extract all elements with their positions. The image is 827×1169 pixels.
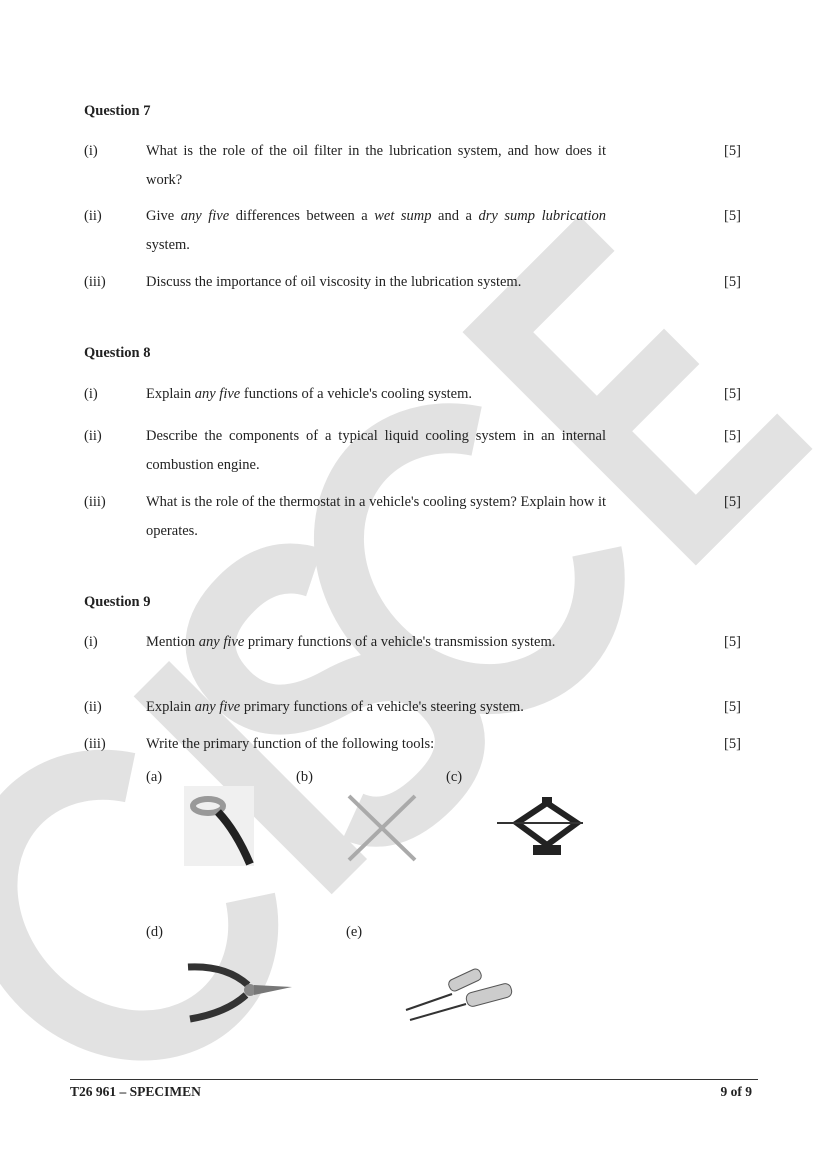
- part-number: (iii): [84, 736, 106, 752]
- part-number: (ii): [84, 699, 102, 715]
- scissor-jack-image: [497, 793, 599, 868]
- tool-label-c: (c): [446, 769, 463, 785]
- text-segment: Explain: [146, 386, 195, 402]
- emphasis-text: wet sump: [374, 208, 432, 224]
- text-segment: What is the role of the thermostat in a vehicle's cooling system? Explain how it operates.: [146, 494, 606, 539]
- marks: [5]: [724, 699, 741, 715]
- part-text: [146, 380, 606, 409]
- tool-label-e: (e): [346, 924, 363, 940]
- part-text: [146, 202, 606, 260]
- part-number: (i): [84, 143, 98, 159]
- part-number: (iii): [84, 494, 106, 510]
- footer-page-number: 9 of 9: [720, 1084, 752, 1099]
- text-segment: Explain: [146, 699, 195, 715]
- question-heading: Question 9: [84, 594, 151, 610]
- part-number: (iii): [84, 274, 106, 290]
- part-number: (i): [84, 386, 98, 402]
- part-number: (i): [84, 634, 98, 650]
- emphasis-text: dry sump lubrication: [478, 208, 607, 224]
- tool-label-a: (a): [146, 769, 163, 785]
- tool-label-b: (b): [296, 769, 313, 785]
- marks: [5]: [724, 143, 741, 159]
- text-segment: Write the primary function of the following tools:: [146, 736, 435, 752]
- part-text: [146, 693, 606, 722]
- text-segment: system.: [146, 237, 190, 253]
- text-segment: functions of a vehicle's cooling system.: [240, 386, 472, 402]
- part-number: (ii): [84, 208, 102, 224]
- marks: [5]: [724, 634, 741, 650]
- part-text: [146, 488, 606, 546]
- text-segment: Discuss the importance of oil viscosity in the lubrication system.: [146, 274, 522, 290]
- marks: [5]: [724, 428, 741, 444]
- footer-divider: [70, 1079, 758, 1080]
- oil-filter-wrench-image: [184, 786, 254, 866]
- emphasis-text: any five: [194, 699, 241, 715]
- emphasis-text: any five: [194, 386, 241, 402]
- pliers-image: [186, 963, 294, 1023]
- text-segment: differences between a: [229, 208, 375, 224]
- marks: [5]: [724, 274, 741, 290]
- marks: [5]: [724, 494, 741, 510]
- footer-paper-code: T26 961 – SPECIMEN: [70, 1084, 201, 1099]
- part-text: [146, 422, 606, 480]
- part-text: [146, 268, 606, 297]
- marks: [5]: [724, 208, 741, 224]
- question-heading: Question 7: [84, 103, 151, 119]
- question-heading: Question 8: [84, 345, 151, 361]
- lug-wrench-image: [345, 792, 419, 864]
- text-segment: What is the role of the oil filter in the lubrication system, and how does it work?: [146, 143, 606, 188]
- text-segment: Describe the components of a typical liquid cooling system in an internal combustion engine.: [146, 428, 606, 473]
- emphasis-text: any five: [198, 634, 245, 650]
- marks: [5]: [724, 386, 741, 402]
- part-text: [146, 137, 606, 195]
- text-segment: and a: [431, 208, 479, 224]
- tool-label-d: (d): [146, 924, 163, 940]
- text-segment: Mention: [146, 634, 199, 650]
- text-segment: primary functions of a vehicle's transmission system.: [244, 634, 556, 650]
- part-text: [146, 730, 606, 759]
- part-number: (ii): [84, 428, 102, 444]
- text-segment: primary functions of a vehicle's steering system.: [240, 699, 524, 715]
- screwdrivers-image: [402, 968, 514, 1026]
- emphasis-text: any five: [180, 208, 230, 224]
- part-text: [146, 628, 606, 657]
- text-segment: Give: [146, 208, 181, 224]
- marks: [5]: [724, 736, 741, 752]
